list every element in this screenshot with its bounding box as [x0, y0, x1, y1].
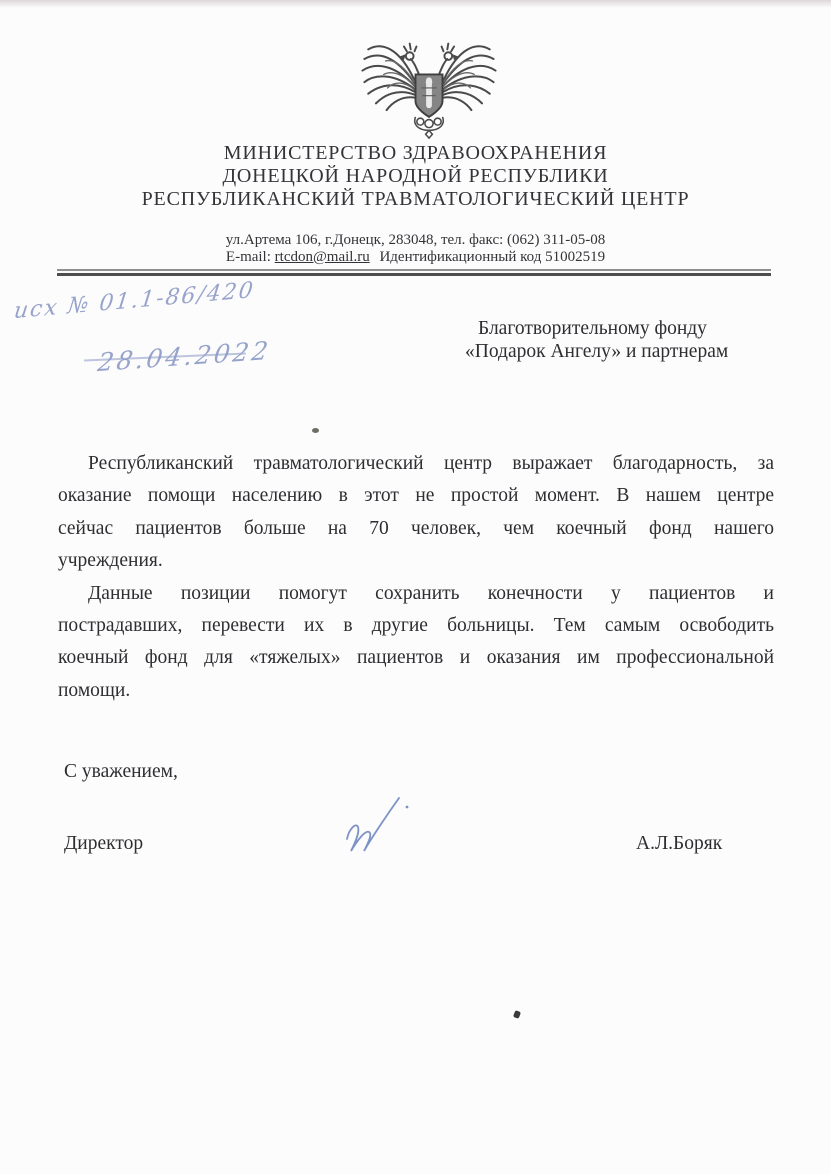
handwritten-outgoing-number: исх № 01.1-86/420	[12, 277, 257, 325]
identification-code: Идентификационный код 51002519	[379, 248, 606, 265]
address-line: ул.Артема 106, г.Донецк, 283048, тел. факс: (062) 311-05-08	[225, 232, 606, 248]
body-paragraph-1: Республиканский травматологический центр выражает благодарность, за оказание помощи населению в этот не простой момент. В нашем центре сейчас пациентов больше на 70 человек, чем коечный фонд нашего учреждения.	[58, 453, 774, 572]
body-paragraph-2: Данные позиции помогут сохранить конечности у пациентов и пострадавших, перевести их в другие больницы. Тем самым освободить коечный фонд для «тяжелых» пациентов и оказания им профессиональной помощи.	[58, 582, 774, 701]
ministry-name-line: МИНИСТЕРСТВО ЗДРАВООХРАНЕНИЯ	[223, 142, 608, 164]
handwritten-date: 28.04.2022	[95, 335, 273, 378]
scan-edge-shadow	[0, 0, 831, 8]
scan-speck	[312, 428, 319, 433]
letter-body	[58, 448, 774, 707]
closing-salutation: С уважением,	[64, 761, 178, 782]
email-address: rtcdon@mail.ru	[274, 248, 370, 265]
letterhead-contact	[0, 232, 831, 265]
signer-title: Директор	[64, 833, 144, 854]
center-name-line: РЕСПУБЛИКАНСКИЙ ТРАВМАТОЛОГИЧЕСКИЙ ЦЕНТР	[141, 188, 690, 210]
recipient-line-1: Благотворительному фонду	[478, 318, 707, 339]
recipient-block	[465, 317, 765, 363]
letterhead-divider-rule	[57, 269, 771, 276]
recipient-line-2: «Подарок Ангелу» и партнерам	[465, 341, 729, 362]
republic-name-line: ДОНЕЦКОЙ НАРОДНОЙ РЕСПУБЛИКИ	[222, 165, 609, 187]
double-headed-eagle-icon	[355, 32, 503, 140]
letterhead-header	[0, 142, 831, 211]
director-signature-ink	[336, 788, 428, 864]
signer-name: А.Л.Боряк	[636, 833, 723, 854]
scan-speck	[513, 1010, 521, 1019]
email-label: E-mail:	[225, 248, 271, 265]
email-line	[0, 249, 831, 266]
